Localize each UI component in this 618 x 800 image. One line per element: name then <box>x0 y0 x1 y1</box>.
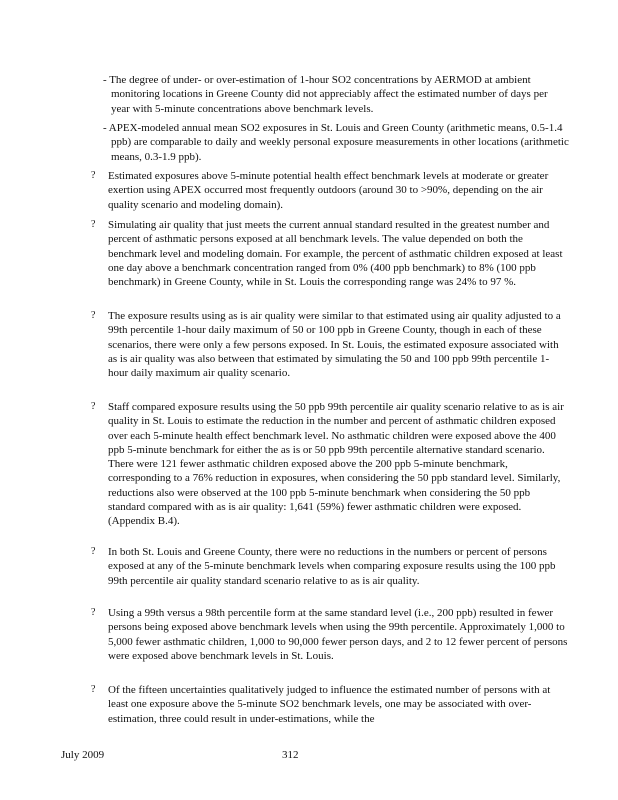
bullet-marker: ? <box>91 546 96 557</box>
bullet-marker: ? <box>91 607 96 618</box>
bullet-item-6 <box>91 606 569 663</box>
bullet-text: In both St. Louis and Greene County, there were no reductions in the numbers or percent of persons exposed at any of the 5-minute benchmark levels when comparing exposure results using the 100 ppb 99th percentile air quality standard scenario relative to as is air quality. <box>108 546 556 587</box>
bullet-text: Using a 99th versus a 98th percentile form at the same standard level (i.e., 200 ppb) resulted in fewer persons being exposed above benchmark levels when using the 99th percentile. Approximately 1,000 to 5,000 fewer asthmatic children, 1,000 to 90,000 fewer person days, and 2 to 12 fewer percent of persons were exposed above benchmark levels in St. Louis. <box>108 607 568 662</box>
bullet-text: Staff compared exposure results using the 50 ppb 99th percentile air quality scenario relative to as is air quality in St. Louis to estimate the reduction in the number and percent of asthmatic children exposed over each 5-minute health effect benchmark level. No asthmatic children were exposed above the 400 ppb 5-minute benchmark for either the as is or 50 ppb 99th percentile alternative standard scenario. There were 121 fewer asthmatic children exposed above the 200 ppb 5-minute benchmark, corresponding to a 76% reduction in exposures, when considering the 50 ppb standard level. Similarly, reductions also were observed at the 100 ppb 5-minute benchmark when considering the 50 ppb standard compared with as is air quality: 1,641 (59%) fewer asthmatic children were exposed. (Appendix B.4). <box>108 401 564 528</box>
bullet-item-4 <box>91 400 569 529</box>
bullet-marker: ? <box>91 219 96 230</box>
bullet-text: Estimated exposures above 5-minute potential health effect benchmark levels at moderate or greater exertion using APEX occurred most frequently outdoors (around 30 to >90%, depending on the air quality scenario and modeling domain). <box>108 170 549 211</box>
bullet-marker: ? <box>91 401 96 412</box>
bullet-marker: ? <box>91 310 96 321</box>
bullet-item-5 <box>91 545 569 588</box>
bullet-item-1 <box>91 169 569 212</box>
bullet-text: The exposure results using as is air quality were similar to that estimated using air quality adjusted to a 99th percentile 1-hour daily maximum of 50 or 100 ppb in Greene County, though in each of these scenarios, there were only a few persons exposed. In St. Louis, the estimated exposure associated with as is air quality was also between that estimated by simulating the 50 and 100 ppb 99th percentile 1-hour daily maximum air quality scenario. <box>108 310 561 380</box>
bullet-marker: ? <box>91 170 96 181</box>
bullet-item-2 <box>91 218 569 289</box>
bullet-text: Simulating air quality that just meets the current annual standard resulted in the greatest number and percent of asthmatic persons exposed at all benchmark levels. The value depended on both the benchmark level and modeling domain. For example, the percent of asthmatic children exposed at least one day above a benchmark concentration ranged from 0% (400 ppb benchmark) to 8% (100 ppb benchmark) in Greene County, while in St. Louis the corresponding range was 24% to 97 %. <box>108 219 563 289</box>
sub-bullet-apex-annual-mean <box>103 121 569 164</box>
footer-page-number: 312 <box>282 749 299 761</box>
bullet-item-7 <box>91 683 569 726</box>
bullet-marker: ? <box>91 684 96 695</box>
footer-date: July 2009 <box>61 749 105 761</box>
bullet-text: Of the fifteen uncertainties qualitatively judged to influence the estimated number of persons with at least one exposure above the 5-minute SO2 benchmark levels, one may be associated with over-estimation, three could result in under-estimations, while the <box>108 684 551 725</box>
sub-bullet-aermod <box>103 73 569 116</box>
bullet-item-3 <box>91 309 569 380</box>
sub-bullet-text: - APEX-modeled annual mean SO2 exposures in St. Louis and Green County (arithmetic means, 0.5-1.4 ppb) are comparable to daily and weekly personal exposure measurements in other locations (arithmetic means, 0.3-1.9 ppb). <box>103 122 569 163</box>
sub-bullet-text: - The degree of under- or over-estimation of 1-hour SO2 concentrations by AERMOD at ambient monitoring locations in Greene County did not appreciably affect the estimated number of days per year with 5-minute concentrations above benchmark levels. <box>103 74 548 115</box>
